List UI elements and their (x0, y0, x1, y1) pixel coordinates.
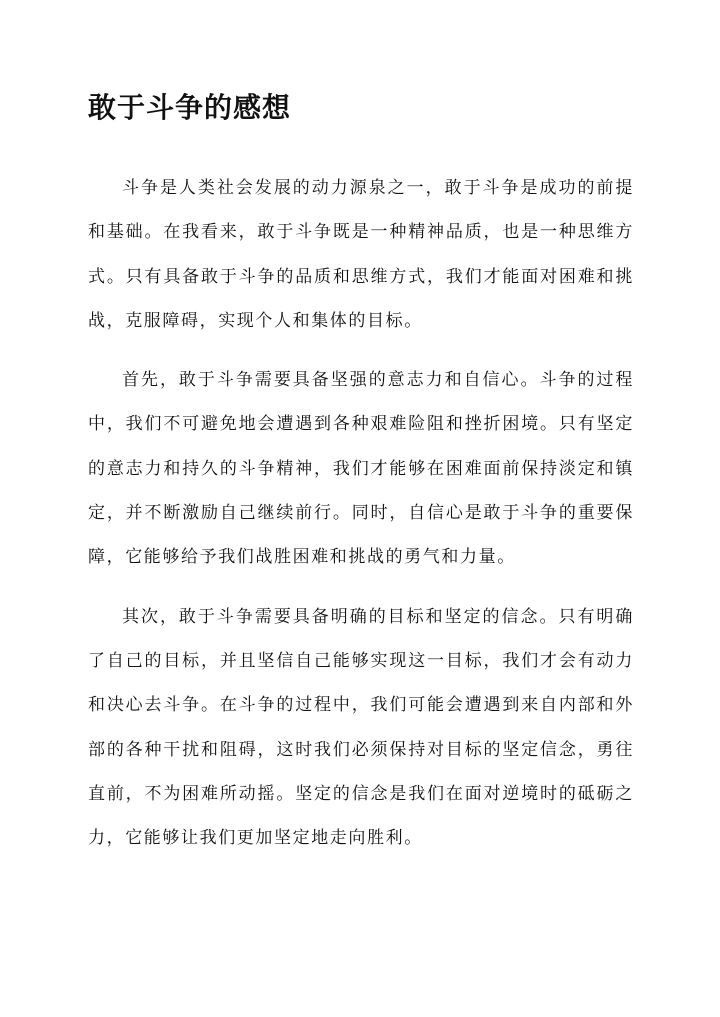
document-title: 敢于斗争的感想 (88, 91, 292, 124)
paragraph-3: 其次，敢于斗争需要具备明确的目标和坚定的信念。只有明确了自己的目标，并且坚信自己能够实现这一目标，我们才会有动力和决心去斗争。在斗争的过程中，我们可能会遭遇到来自内部和外部的各种干扰和阻碍，这时我们必须保持对目标的坚定信念，勇往直前，不为困难所动摇。坚定的信念是我们在面对逆境时的砥砺之力，它能够让我们更加坚定地走向胜利。 (88, 606, 634, 849)
document-body (88, 166, 634, 875)
paragraph-1: 斗争是人类社会发展的动力源泉之一，敢于斗争是成功的前提和基础。在我看来，敢于斗争既是一种精神品质，也是一种思维方式。只有具备敢于斗争的品质和思维方式，我们才能面对困难和挑战，克服障碍，实现个人和集体的目标。 (88, 178, 634, 331)
paragraph-2: 首先，敢于斗争需要具备坚强的意志力和自信心。斗争的过程中，我们不可避免地会遭遇到各种艰难险阻和挫折困境。只有坚定的意志力和持久的斗争精神，我们才能够在困难面前保持淡定和镇定，并不断激励自己继续前行。同时，自信心是敢于斗争的重要保障，它能够给予我们战胜困难和挑战的勇气和力量。 (88, 370, 634, 568)
